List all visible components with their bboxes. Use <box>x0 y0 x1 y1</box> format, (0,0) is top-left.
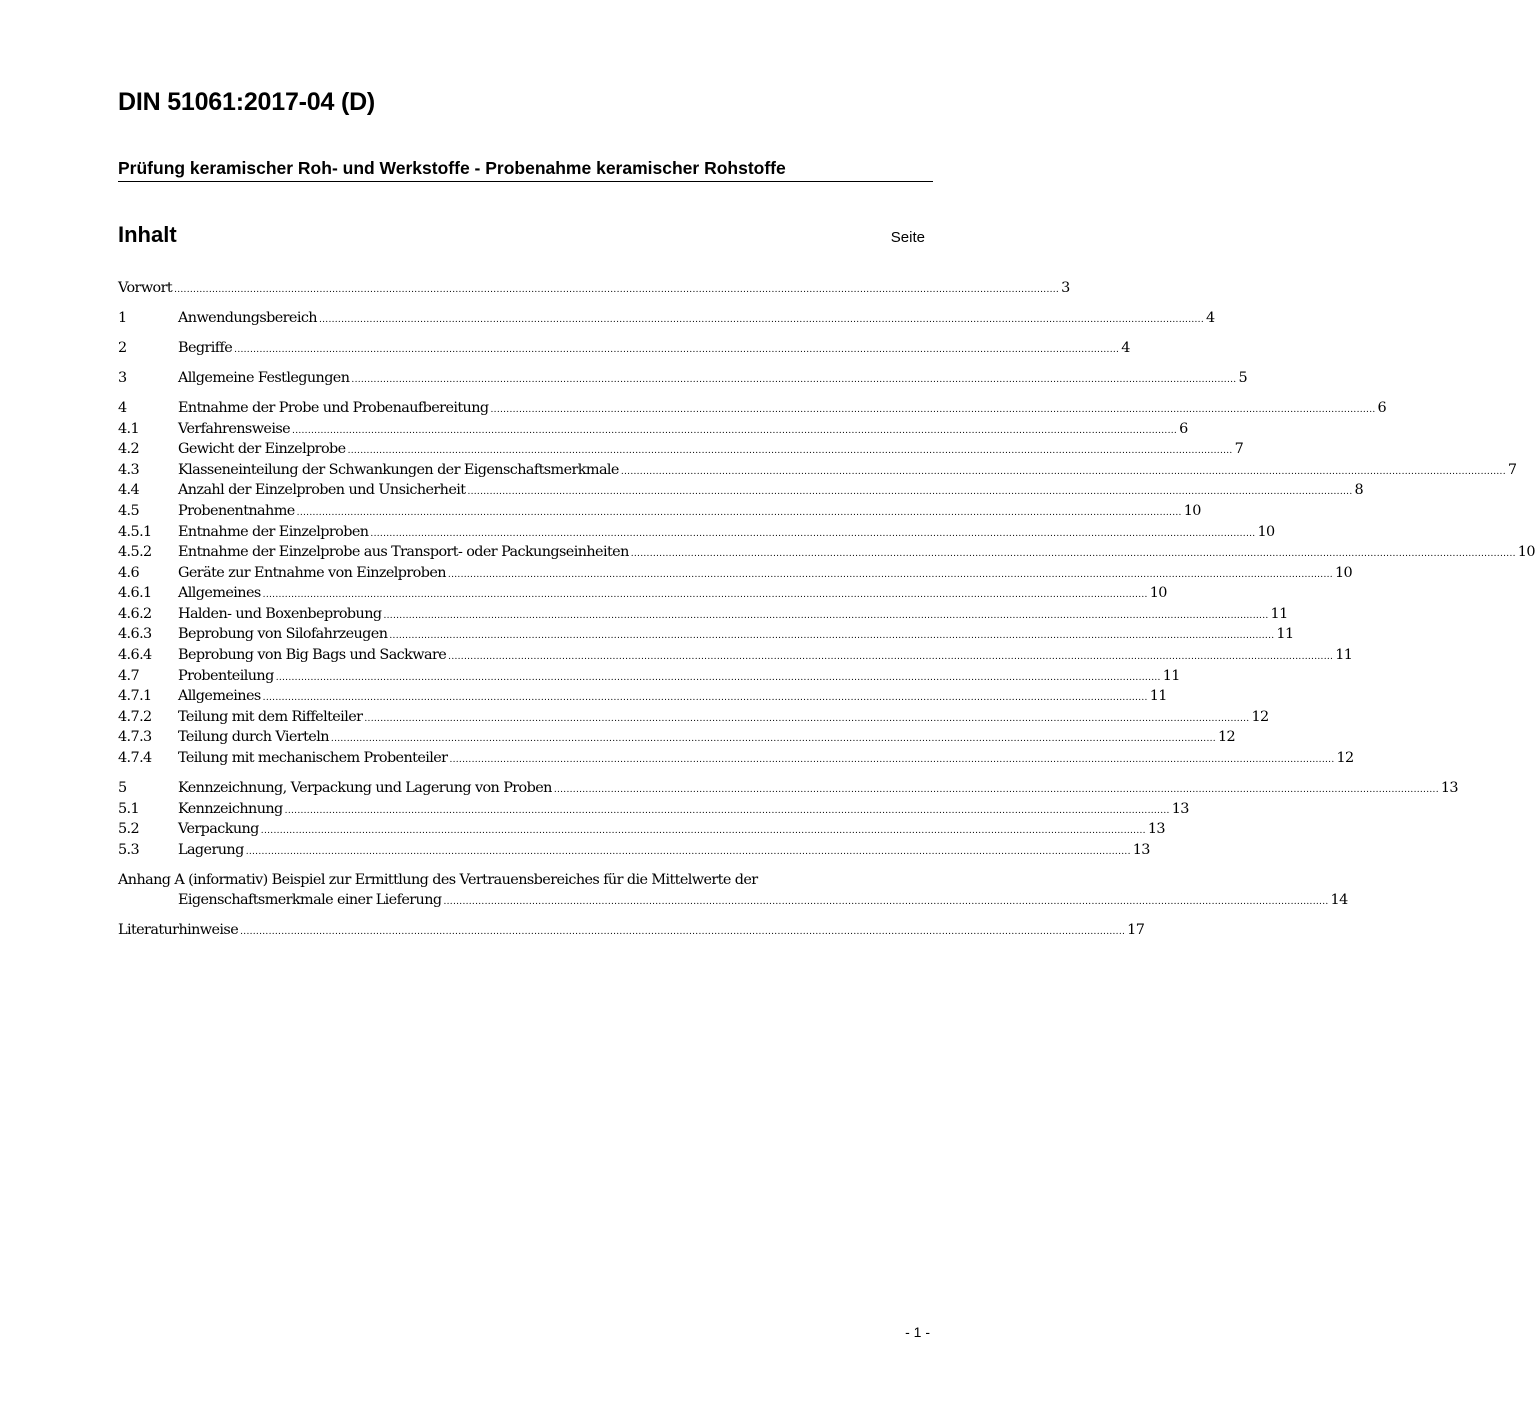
toc-dot-leader <box>261 688 1150 709</box>
toc-dot-leader <box>172 280 1061 301</box>
toc-dot-leader <box>447 750 1336 771</box>
toc-entry[interactable] <box>118 624 1294 645</box>
toc-entry-number: 3 <box>118 369 127 386</box>
toc-entry-number: 4.6.3 <box>118 626 152 643</box>
toc-entry-number: 4.7 <box>118 667 140 684</box>
toc-entry[interactable] <box>118 778 1458 799</box>
toc-entry-page: 7 <box>1507 461 1517 478</box>
toc-entry[interactable] <box>118 419 1188 440</box>
toc-entry[interactable] <box>118 308 1215 329</box>
toc-entry-number: 5.1 <box>118 800 140 817</box>
toc-entry-page: 7 <box>1234 441 1244 458</box>
toc-entry[interactable] <box>118 604 1288 625</box>
toc-entry-title: Teilung durch Vierteln <box>178 729 329 746</box>
toc-dot-leader <box>329 729 1218 750</box>
toc-entry-title: Entnahme der Einzelproben <box>178 523 369 540</box>
toc-annex-page: 14 <box>1330 892 1348 909</box>
toc-entry[interactable] <box>118 439 1244 460</box>
toc-entry[interactable] <box>118 368 1248 389</box>
toc-entry-page: 10 <box>1517 544 1535 561</box>
toc-entry-page: 11 <box>1162 667 1180 684</box>
toc-entry-number: 4.5.2 <box>118 544 152 561</box>
table-of-contents <box>118 278 1535 941</box>
toc-dot-leader <box>629 544 1518 565</box>
toc-entry-title: Teilung mit dem Riffelteiler <box>178 708 363 725</box>
toc-bibliography-page: 17 <box>1127 922 1145 939</box>
toc-entry-number: 4 <box>118 399 127 416</box>
toc-entry-title: Klasseneinteilung der Schwankungen der Eigenschaftsmerkmale <box>178 461 619 478</box>
toc-entry-number: 4.2 <box>118 441 140 458</box>
toc-entry[interactable] <box>118 799 1189 820</box>
toc-entry-page: 12 <box>1336 750 1354 767</box>
toc-entry-page: 5 <box>1238 369 1248 386</box>
toc-entry-title: Anzahl der Einzelproben und Unsicherheit <box>178 482 466 499</box>
toc-entry-page: 13 <box>1147 821 1165 838</box>
toc-entry[interactable] <box>118 583 1167 604</box>
toc-entry-page: 3 <box>1061 280 1070 296</box>
toc-entry-number: 4.7.2 <box>118 708 152 725</box>
toc-entry[interactable] <box>118 819 1165 840</box>
toc-entry-title: Vorwort <box>118 280 173 296</box>
toc-dot-leader <box>259 821 1148 842</box>
toc-dot-leader <box>362 709 1251 730</box>
toc-dot-leader <box>232 340 1121 361</box>
toc-annex-title-line2: Eigenschaftsmerkmale einer Lieferung <box>178 892 442 909</box>
toc-annex-title-line1: Anhang A (informativ) Beispiel zur Ermittlung des Vertrauensbereiches für die Mittelwerte der <box>118 871 758 888</box>
toc-entry[interactable] <box>118 707 1269 728</box>
toc-entry[interactable] <box>118 840 1150 861</box>
toc-entry-page: 6 <box>1179 420 1188 437</box>
toc-entry-title: Entnahme der Einzelprobe aus Transport- oder Packungseinheiten <box>178 544 629 561</box>
toc-entry-page: 4 <box>1206 309 1215 326</box>
toc-entry[interactable] <box>118 666 1180 687</box>
toc-entry-title: Allgemeines <box>178 585 261 602</box>
toc-entry-page: 11 <box>1270 605 1288 622</box>
toc-dot-leader <box>290 421 1179 442</box>
toc-entry[interactable] <box>118 398 1387 419</box>
toc-entry-title: Verpackung <box>178 821 259 838</box>
page-number: - 1 - <box>905 1324 930 1340</box>
toc-dot-leader <box>552 780 1441 801</box>
toc-entry-number: 4.6.1 <box>118 585 152 602</box>
toc-entry-title: Begriffe <box>178 339 233 356</box>
toc-dot-leader <box>381 606 1270 627</box>
toc-dot-leader <box>619 462 1508 483</box>
toc-dot-leader <box>368 524 1257 545</box>
toc-entry-number: 4.7.3 <box>118 729 152 746</box>
toc-entry-number: 4.1 <box>118 420 140 437</box>
toc-dot-leader <box>346 441 1235 462</box>
toc-entry[interactable] <box>118 748 1354 769</box>
toc-entry[interactable] <box>118 686 1167 707</box>
toc-entry-bibliography[interactable] <box>118 920 1145 941</box>
toc-entry[interactable] <box>118 522 1275 543</box>
toc-dot-leader <box>295 503 1184 524</box>
toc-heading: Inhalt <box>118 222 177 247</box>
toc-entry-title: Gewicht der Einzelprobe <box>178 441 346 458</box>
toc-entry-number: 5 <box>118 780 127 797</box>
toc-entry[interactable] <box>118 460 1517 481</box>
toc-dot-leader <box>283 801 1172 822</box>
toc-entry-number: 1 <box>118 309 127 326</box>
toc-entry[interactable] <box>118 278 1070 299</box>
toc-dot-leader <box>387 626 1276 647</box>
toc-entry-page: 10 <box>1183 502 1201 519</box>
toc-entry-title: Beprobung von Silofahrzeugen <box>178 626 388 643</box>
toc-entry-page: 11 <box>1149 688 1167 705</box>
toc-entry-number: 4.4 <box>118 482 140 499</box>
toc-entry-title: Halden- und Boxenbeprobung <box>178 605 382 622</box>
toc-entry-number: 4.7.4 <box>118 750 152 767</box>
toc-entry-number: 4.3 <box>118 461 140 478</box>
toc-entry-title: Beprobung von Big Bags und Sackware <box>178 647 447 664</box>
toc-entry-page: 6 <box>1377 399 1387 416</box>
document-title: Prüfung keramischer Roh- und Werkstoffe - Probenahme keramischer Rohstoffe <box>118 158 933 182</box>
toc-entry-title: Anwendungsbereich <box>178 309 317 326</box>
toc-dot-leader <box>465 482 1354 503</box>
toc-annex-line2 <box>118 890 1348 911</box>
toc-entry-number: 5.2 <box>118 821 140 838</box>
toc-entry-number: 4.7.1 <box>118 688 152 705</box>
toc-entry[interactable] <box>118 563 1353 584</box>
toc-dot-leader <box>274 668 1163 689</box>
toc-entry-number: 4.5 <box>118 502 140 519</box>
toc-entry-page: 10 <box>1149 585 1167 602</box>
toc-entry-title: Lagerung <box>178 841 244 858</box>
toc-entry-page: 8 <box>1354 482 1364 499</box>
toc-entry-number: 5.3 <box>118 841 140 858</box>
toc-entry-title: Kennzeichnung, Verpackung und Lagerung von Proben <box>178 780 552 797</box>
toc-entry-title: Probenteilung <box>178 667 274 684</box>
toc-dot-leader <box>244 842 1133 863</box>
toc-page-column-label: Seite <box>890 229 925 246</box>
toc-dot-leader <box>489 400 1378 421</box>
toc-entry-title: Entnahme der Probe und Probenaufbereitung <box>178 399 489 416</box>
toc-entry-annex[interactable] <box>118 870 1348 911</box>
document-id: DIN 51061:2017-04 (D) <box>118 88 376 116</box>
toc-entry-title: Allgemeines <box>178 688 261 705</box>
toc-entry-number: 4.6.4 <box>118 647 152 664</box>
toc-entries <box>118 278 1535 860</box>
toc-entry-page: 12 <box>1251 708 1269 725</box>
toc-entry[interactable] <box>118 645 1353 666</box>
toc-dot-leader <box>446 647 1335 668</box>
toc-bibliography-title: Literaturhinweise <box>118 922 239 939</box>
toc-entry-title: Geräte zur Entnahme von Einzelproben <box>178 564 446 581</box>
toc-entry-page: 11 <box>1276 626 1294 643</box>
toc-dot-leader <box>441 892 1330 913</box>
toc-entry[interactable] <box>118 727 1236 748</box>
toc-dot-leader <box>349 370 1238 391</box>
toc-entry-title: Teilung mit mechanischem Probenteiler <box>178 750 448 767</box>
toc-entry-page: 11 <box>1335 647 1353 664</box>
toc-dot-leader <box>238 922 1127 943</box>
toc-entry-number: 4.5.1 <box>118 523 152 540</box>
toc-dot-leader <box>317 310 1206 331</box>
toc-entry-page: 13 <box>1132 841 1150 858</box>
toc-entry-page: 10 <box>1334 564 1353 581</box>
toc-entry-page: 10 <box>1257 523 1275 540</box>
toc-entry-page: 13 <box>1440 780 1458 797</box>
toc-entry[interactable] <box>118 501 1201 522</box>
toc-entry-page: 4 <box>1121 339 1130 356</box>
toc-entry-number: 4.6.2 <box>118 605 152 622</box>
toc-entry-title: Probenentnahme <box>178 502 295 519</box>
toc-dot-leader <box>446 565 1335 586</box>
toc-dot-leader <box>261 585 1150 606</box>
toc-entry-number: 2 <box>118 339 127 356</box>
toc-entry-title: Allgemeine Festlegungen <box>178 369 350 386</box>
toc-entry-title: Kennzeichnung <box>178 800 283 817</box>
toc-entry-title: Verfahrensweise <box>178 420 291 437</box>
toc-entry-page: 12 <box>1217 729 1236 746</box>
toc-entry-number: 4.6 <box>118 564 140 581</box>
toc-entry-page: 13 <box>1171 800 1189 817</box>
toc-entry[interactable] <box>118 338 1130 359</box>
toc-entry[interactable] <box>118 542 1535 563</box>
toc-entry[interactable] <box>118 480 1364 501</box>
